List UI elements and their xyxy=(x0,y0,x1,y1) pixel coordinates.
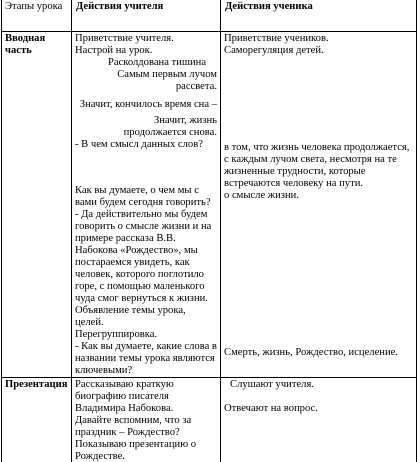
question-keywords: - Как вы думаете, какие слова в названии темы урока являются ключевыми? xyxy=(75,341,217,376)
teacher-explanation: - Да действительно мы будем говорить о смысле жизни и на примере рассказа В.В. Набокова «Рождество», мы постараемся увидеть, как человек, которого поглотило горе, с помощью маленького чуда смог вернуться к жизни. xyxy=(75,209,212,304)
header-student: Действия ученика xyxy=(221,0,417,32)
teacher-biography: Рассказываю краткую биографию писателя Владимира Набокова. xyxy=(75,379,174,414)
lesson-plan-table xyxy=(1,0,417,462)
poem-line-1: Расколдована тишина xyxy=(107,57,207,68)
regroup: Перегруппировка. xyxy=(75,329,158,340)
stage-presentation: Презентация xyxy=(2,378,72,462)
teacher-presentation: Показываю презентацию о Рождестве. xyxy=(75,439,197,462)
poem-line-4: Значит, жизнь продолжается снова. xyxy=(123,115,217,138)
teacher-christmas-question: Давайте вспомним, что за праздник – Рождество? xyxy=(75,415,192,438)
presentation-teacher-cell xyxy=(72,378,221,462)
announce-topic: Объявление темы урока, целей. xyxy=(75,305,186,328)
header-stages: Этапы урока xyxy=(2,0,72,32)
answer-topic: о смысле жизни. xyxy=(224,190,299,201)
answer-keywords: Смерть, жизнь, Рождество, исцеление. xyxy=(224,347,398,358)
student-answer: Отвечают на вопрос. xyxy=(224,403,318,414)
intro-row xyxy=(2,32,417,378)
presentation-student-cell xyxy=(221,378,417,462)
teacher-greeting: Приветствие учителя. xyxy=(75,33,174,44)
poem-line-3: Значит, кончилось время сна – xyxy=(79,99,217,110)
question-meaning: - В чем смысл данных слов? xyxy=(75,139,203,150)
student-greeting: Приветствие учеников. xyxy=(224,33,329,44)
intro-student-cell xyxy=(221,32,417,378)
intro-teacher-cell xyxy=(72,32,221,378)
answer-meaning: в том, что жизнь человека продолжается, с каждым лучом света, несмотря на те жизненные трудности, которые встречаются человеку на пути. xyxy=(224,142,410,189)
poem-line-2: Самым первым лучом рассвета. xyxy=(117,69,217,92)
student-listen: Слушают учителя. xyxy=(230,379,314,390)
header-teacher: Действия учителя xyxy=(72,0,221,32)
question-topic: Как вы думаете, о чем мы с вами будем сегодня говорить? xyxy=(75,185,211,208)
stage-intro: Вводная часть xyxy=(2,32,72,378)
header-row xyxy=(2,0,417,32)
presentation-row xyxy=(2,378,417,462)
teacher-setup: Настрой на урок. xyxy=(75,45,153,56)
student-selfreg: Саморегуляция детей. xyxy=(224,45,324,56)
